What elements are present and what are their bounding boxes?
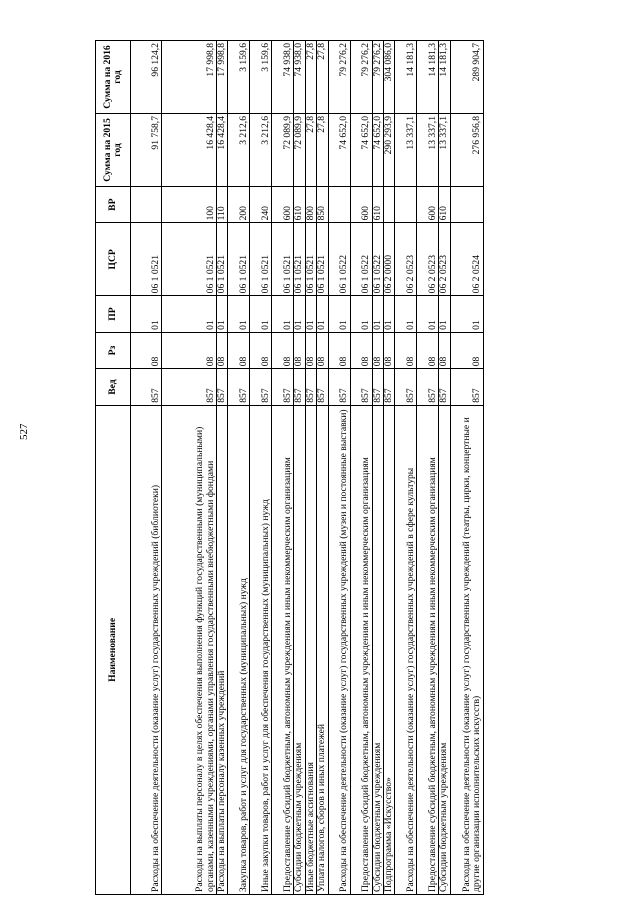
- table-cell-vr: [384, 186, 395, 222]
- table-cell-sum-2015: 27,8: [305, 114, 316, 187]
- table-cell-vr: 800: [305, 186, 316, 222]
- table-cell-vr: [328, 186, 350, 222]
- table-cell-rz: 08: [328, 332, 350, 368]
- table-row: [328, 41, 350, 895]
- table-cell-sum-2016: 17 998,8: [162, 41, 217, 114]
- table-cell-vr: 610: [294, 186, 305, 222]
- table-cell-rz: 08: [317, 332, 328, 368]
- table-cell-vr: 610: [439, 186, 450, 222]
- table-cell-rz: 08: [439, 332, 450, 368]
- table-cell-ved: 857: [217, 369, 228, 405]
- table-cell-ved: 857: [328, 369, 350, 405]
- table-cell-sum-2015: 27,8: [317, 114, 328, 187]
- table-cell-ved: 857: [439, 369, 450, 405]
- table-cell-name: Расходы на выплаты персоналу казенных учреждений: [217, 405, 228, 894]
- table-row: [217, 41, 228, 895]
- table-cell-pr: 01: [395, 296, 417, 332]
- table-row: [272, 41, 294, 895]
- table-cell-csr: 06 1 0521: [217, 223, 228, 296]
- table-cell-pr: 01: [372, 296, 383, 332]
- table-cell-csr: 06 1 0521: [131, 223, 162, 296]
- table-cell-rz: 08: [162, 332, 217, 368]
- table-cell-csr: 06 1 0522: [328, 223, 350, 296]
- table-row: [317, 41, 328, 895]
- table-cell-sum-2016: 14 181,3: [395, 41, 417, 114]
- table-cell-name: Субсидии бюджетным учреждениям: [294, 405, 305, 894]
- table-cell-name: Предоставление субсидий бюджетным, автономным учреждениям и иным некоммерческим организациям: [350, 405, 372, 894]
- table-cell-rz: 08: [228, 332, 250, 368]
- table-header-row: [96, 41, 131, 895]
- table-row: [372, 41, 383, 895]
- table-cell-vr: 610: [372, 186, 383, 222]
- table-row: [228, 41, 250, 895]
- table-cell-sum-2015: 290 293,9: [384, 114, 395, 187]
- table-cell-sum-2016: 96 124,2: [131, 41, 162, 114]
- header-sum-2015: Сумма на 2015 год: [96, 114, 131, 187]
- table-cell-csr: 06 2 0524: [450, 223, 483, 296]
- table-cell-ved: 857: [131, 369, 162, 405]
- table-cell-name: Уплата налогов, сборов и иных платежей: [317, 405, 328, 894]
- table-row: [439, 41, 450, 895]
- table-cell-sum-2016: 27,8: [317, 41, 328, 114]
- table-cell-rz: 08: [217, 332, 228, 368]
- table-cell-name: Расходы на обеспечение деятельности (оказание услуг) государственных учреждений (музеи и постоянные выставки): [328, 405, 350, 894]
- table-cell-vr: 240: [250, 186, 272, 222]
- table-cell-sum-2016: 79 276,2: [372, 41, 383, 114]
- table-row: [294, 41, 305, 895]
- table-cell-rz: 08: [417, 332, 439, 368]
- table-cell-rz: 08: [305, 332, 316, 368]
- table-cell-sum-2015: 3 212,6: [250, 114, 272, 187]
- table-cell-pr: 01: [439, 296, 450, 332]
- table-cell-ved: 857: [372, 369, 383, 405]
- table-cell-name: Закупка товаров, работ и услуг для государственных (муниципальных) нужд: [228, 405, 250, 894]
- table-cell-pr: 01: [417, 296, 439, 332]
- table-cell-pr: 01: [272, 296, 294, 332]
- table-row: [450, 41, 483, 895]
- table-cell-ved: 857: [250, 369, 272, 405]
- table-cell-pr: 01: [384, 296, 395, 332]
- table-cell-name: Иные бюджетные ассигнования: [305, 405, 316, 894]
- table-cell-sum-2016: 3 159,6: [250, 41, 272, 114]
- table-cell-sum-2015: 13 337,1: [395, 114, 417, 187]
- table-cell-csr: 06 1 0521: [162, 223, 217, 296]
- table-cell-ved: 857: [350, 369, 372, 405]
- table-cell-ved: 857: [417, 369, 439, 405]
- header-name: Наименование: [96, 405, 131, 894]
- table-cell-name: Расходы на выплаты персоналу в целях обеспечения выполнения функций государственными (муниципальными) органами, казенными учреждениями, органами управления государственными внебюджетными фондами: [162, 405, 217, 894]
- table-cell-rz: 08: [395, 332, 417, 368]
- table-cell-sum-2015: 72 089,9: [272, 114, 294, 187]
- table-cell-pr: 01: [131, 296, 162, 332]
- table-row: [384, 41, 395, 895]
- table-cell-pr: 01: [317, 296, 328, 332]
- table-cell-vr: [395, 186, 417, 222]
- table-cell-ved: 857: [272, 369, 294, 405]
- table-cell-pr: 01: [328, 296, 350, 332]
- table-cell-pr: 01: [217, 296, 228, 332]
- header-vr: ВР: [96, 186, 131, 222]
- table-row: [350, 41, 372, 895]
- table-cell-csr: 06 1 0522: [350, 223, 372, 296]
- table-cell-ved: 857: [395, 369, 417, 405]
- table-cell-rz: 08: [250, 332, 272, 368]
- table-cell-csr: 06 1 0521: [317, 223, 328, 296]
- table-cell-sum-2016: 14 181,3: [417, 41, 439, 114]
- table-cell-sum-2015: 13 337,1: [417, 114, 439, 187]
- table-cell-sum-2015: 3 212,6: [228, 114, 250, 187]
- table-cell-csr: 06 1 0521: [294, 223, 305, 296]
- table-cell-pr: 01: [350, 296, 372, 332]
- table-cell-csr: 06 2 0523: [417, 223, 439, 296]
- table-cell-name: Субсидии бюджетным учреждениям: [372, 405, 383, 894]
- table-cell-sum-2015: 74 652,0: [350, 114, 372, 187]
- table-cell-ved: 857: [305, 369, 316, 405]
- table-cell-sum-2016: 74 938,0: [272, 41, 294, 114]
- table-cell-csr: 06 2 0000: [384, 223, 395, 296]
- header-rz: Рз: [96, 332, 131, 368]
- table-cell-name: Расходы на обеспечение деятельности (оказание услуг) государственных учреждений (библиотеки): [131, 405, 162, 894]
- table-cell-vr: [450, 186, 483, 222]
- table-cell-rz: 08: [272, 332, 294, 368]
- table-cell-pr: 01: [305, 296, 316, 332]
- table-cell-rz: 08: [450, 332, 483, 368]
- page-number: 527: [18, 423, 30, 440]
- table-cell-ved: 857: [384, 369, 395, 405]
- table-cell-pr: 01: [250, 296, 272, 332]
- table-row: [162, 41, 217, 895]
- table-cell-name: Подпрограмма «Искусство»: [384, 405, 395, 894]
- budget-table: [95, 40, 484, 895]
- table-cell-sum-2016: 79 276,2: [350, 41, 372, 114]
- header-ved: Вед: [96, 369, 131, 405]
- table-cell-vr: 850: [317, 186, 328, 222]
- table-cell-name: Субсидии бюджетным учреждениям: [439, 405, 450, 894]
- table-cell-sum-2016: 3 159,6: [228, 41, 250, 114]
- table-cell-sum-2016: 27,8: [305, 41, 316, 114]
- table-cell-ved: 857: [317, 369, 328, 405]
- table-row: [395, 41, 417, 895]
- table-cell-rz: 08: [294, 332, 305, 368]
- table-cell-csr: 06 2 0523: [395, 223, 417, 296]
- header-pr: ПР: [96, 296, 131, 332]
- table-cell-vr: 600: [272, 186, 294, 222]
- table-row: [417, 41, 439, 895]
- table-cell-rz: 08: [384, 332, 395, 368]
- table-cell-ved: 857: [228, 369, 250, 405]
- table-cell-name: Расходы на обеспечение деятельности (оказание услуг) государственных учреждений в сфере культуры: [395, 405, 417, 894]
- rotated-page: [95, 40, 615, 895]
- table-cell-sum-2016: 74 938,0: [294, 41, 305, 114]
- table-cell-csr: 06 2 0523: [439, 223, 450, 296]
- table-cell-csr: 06 1 0521: [250, 223, 272, 296]
- header-sum-2016: Сумма на 2016 год: [96, 41, 131, 114]
- table-cell-sum-2015: 16 428,4: [162, 114, 217, 187]
- table-cell-sum-2015: 74 652,0: [328, 114, 350, 187]
- table-cell-rz: 08: [372, 332, 383, 368]
- table-cell-rz: 08: [131, 332, 162, 368]
- table-cell-pr: 01: [162, 296, 217, 332]
- table-cell-csr: 06 1 0521: [272, 223, 294, 296]
- table-cell-name: Предоставление субсидий бюджетным, автономным учреждениям и иным некоммерческим организациям: [417, 405, 439, 894]
- table-cell-sum-2016: 79 276,2: [328, 41, 350, 114]
- table-row: [131, 41, 162, 895]
- table-cell-vr: 600: [350, 186, 372, 222]
- table-cell-pr: 01: [450, 296, 483, 332]
- table-cell-sum-2015: 72 089,9: [294, 114, 305, 187]
- table-cell-sum-2015: 16 428,4: [217, 114, 228, 187]
- table-cell-sum-2016: 289 904,7: [450, 41, 483, 114]
- table-cell-ved: 857: [450, 369, 483, 405]
- table-cell-vr: 100: [162, 186, 217, 222]
- header-csr: ЦСР: [96, 223, 131, 296]
- table-cell-name: Предоставление субсидий бюджетным, автономным учреждениям и иным некоммерческим организациям: [272, 405, 294, 894]
- table-cell-sum-2015: 276 956,8: [450, 114, 483, 187]
- table-cell-name: Расходы на обеспечение деятельности (оказание услуг) государственных учреждений (театры, цирки, концертные и другие организации исполнительских искусств): [450, 405, 483, 894]
- table-cell-pr: 01: [228, 296, 250, 332]
- table-cell-csr: 06 1 0521: [228, 223, 250, 296]
- table-cell-vr: 600: [417, 186, 439, 222]
- table-cell-pr: 01: [294, 296, 305, 332]
- table-cell-sum-2016: 14 181,3: [439, 41, 450, 114]
- table-row: [305, 41, 316, 895]
- table-cell-vr: [131, 186, 162, 222]
- table-cell-sum-2016: 304 086,0: [384, 41, 395, 114]
- table-cell-sum-2015: 91 758,7: [131, 114, 162, 187]
- table-cell-ved: 857: [294, 369, 305, 405]
- table-cell-ved: 857: [162, 369, 217, 405]
- table-cell-vr: 200: [228, 186, 250, 222]
- table-cell-sum-2015: 74 652,0: [372, 114, 383, 187]
- table-cell-csr: 06 1 0521: [305, 223, 316, 296]
- table-cell-name: Иные закупки товаров, работ и услуг для обеспечения государственных (муниципальных) нужд: [250, 405, 272, 894]
- table-cell-sum-2015: 13 337,1: [439, 114, 450, 187]
- table-row: [250, 41, 272, 895]
- table-cell-vr: 110: [217, 186, 228, 222]
- table-cell-csr: 06 1 0522: [372, 223, 383, 296]
- table-cell-rz: 08: [350, 332, 372, 368]
- table-cell-sum-2016: 17 998,8: [217, 41, 228, 114]
